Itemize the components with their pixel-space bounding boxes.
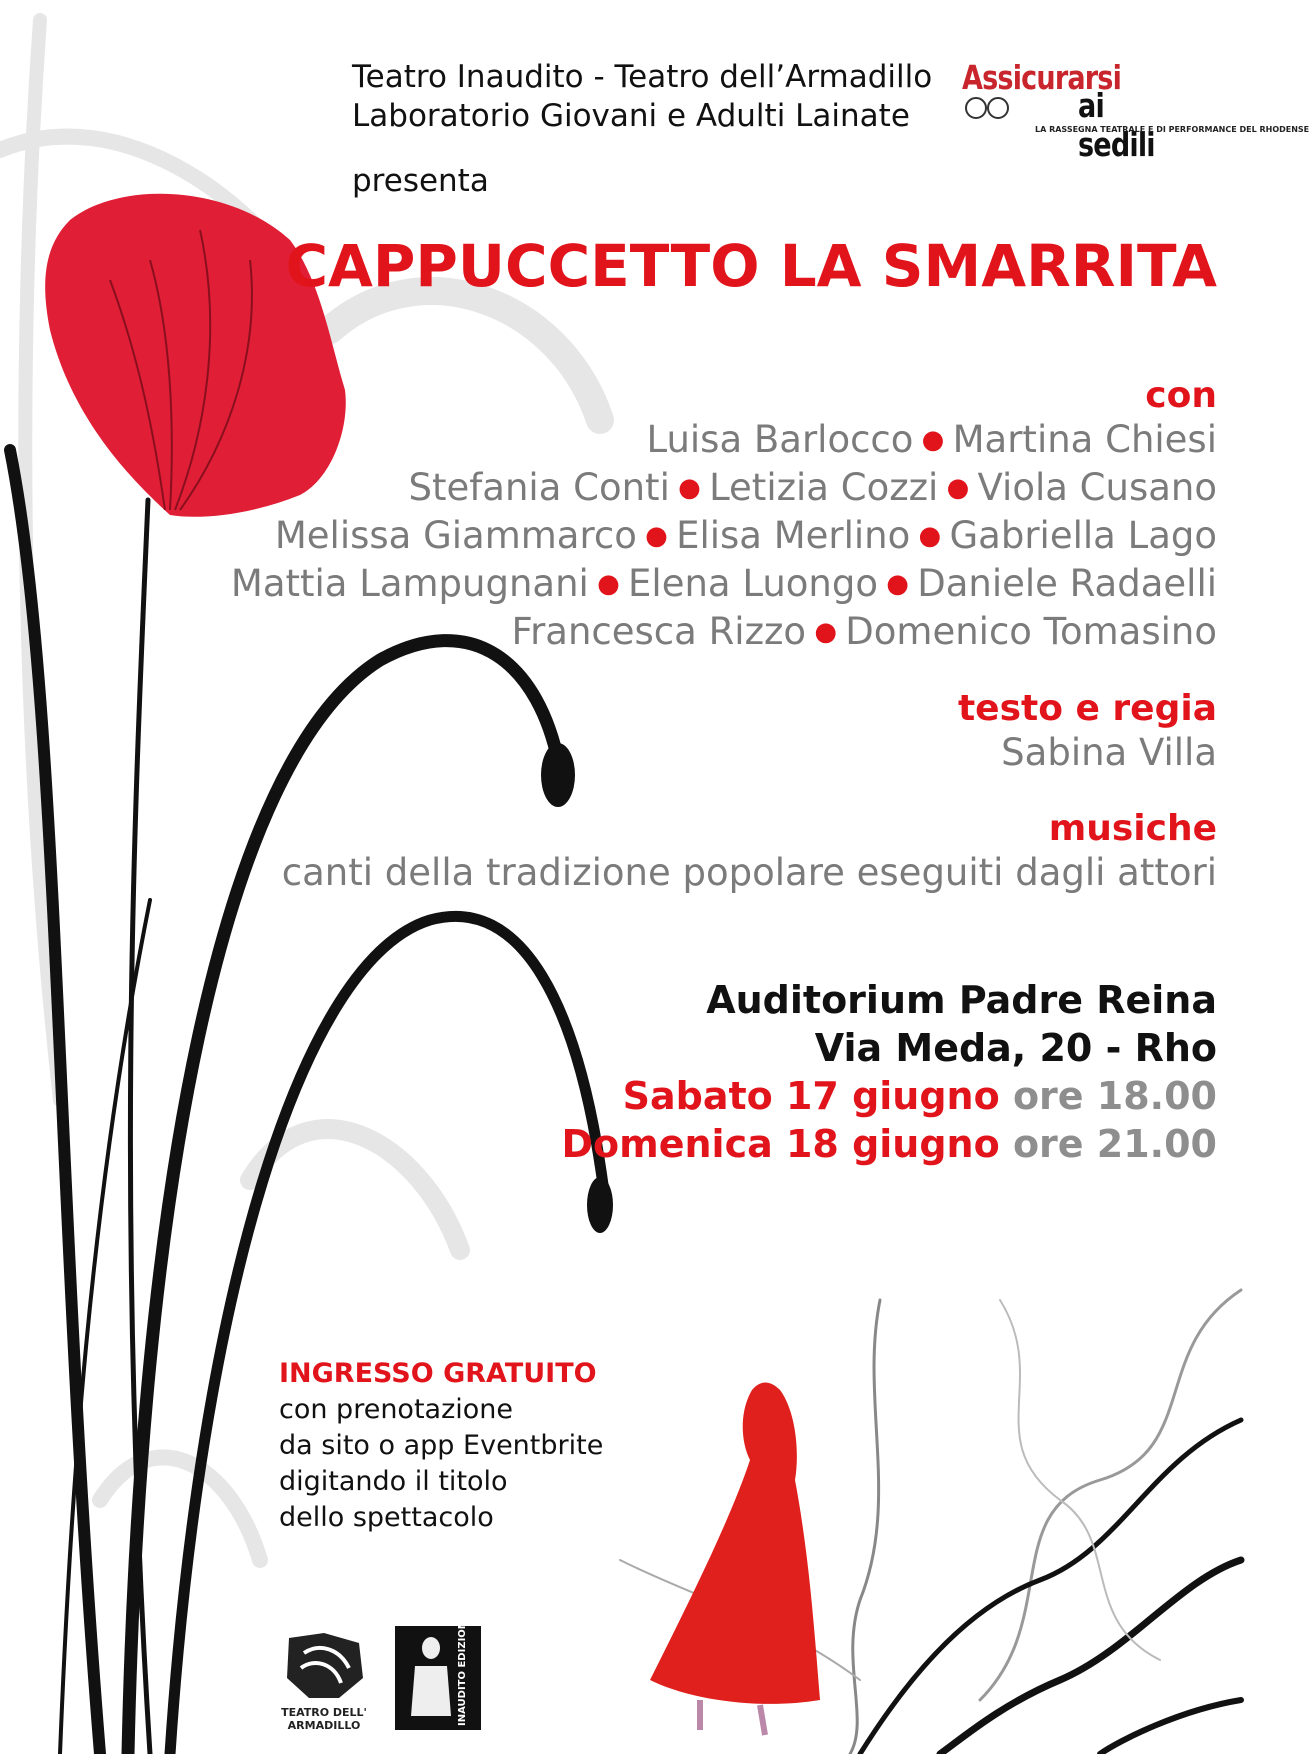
logo-word-1: Assicurarsi [962, 58, 1122, 97]
cast-list [231, 416, 1217, 656]
cast-row [231, 416, 1217, 464]
cast-member: Viola Cusano [977, 466, 1217, 509]
music-label: musiche [1048, 808, 1217, 849]
bullet-separator-icon: ● [806, 617, 846, 647]
venue-name: Auditorium Padre Reina [706, 978, 1217, 1022]
cast-row [231, 512, 1217, 560]
cast-member: Elena Luongo [628, 562, 878, 605]
inaudito-edizioni-logo [395, 1617, 481, 1730]
logo-tagline: LA RASSEGNA TEATRALE E DI PERFORMANCE DEL RHODENSE [1035, 125, 1309, 134]
teatro-armadillo-logo [279, 1628, 369, 1732]
bullet-separator-icon: ● [938, 473, 978, 503]
cast-member: Daniele Radaelli [917, 562, 1217, 605]
music-section [282, 808, 1217, 897]
cast-member: Gabriella Lago [949, 514, 1217, 557]
director-name: Sabina Villa [1001, 731, 1217, 774]
cast-member: Luisa Barlocco [646, 418, 914, 461]
entry-info [279, 1356, 603, 1536]
inaudito-logo-text: INAUDITO EDIZIONI [457, 1617, 468, 1726]
music-description: canti della tradizione popolare eseguiti dagli attori [281, 851, 1217, 894]
date-row [561, 1120, 1217, 1168]
cast-member: Martina Chiesi [952, 418, 1217, 461]
armadillo-logo-line: ARMADILLO [287, 1719, 361, 1732]
cast-member: Melissa Giammarco [274, 514, 637, 557]
bullet-separator-icon: ● [636, 521, 677, 551]
producer-line-2: Laboratorio Giovani e Adulti Lainate [352, 98, 910, 134]
direction-label: testo e regia [957, 688, 1217, 729]
entry-line: con prenotazione [279, 1394, 513, 1425]
entry-line: digitando il titolo [279, 1466, 508, 1497]
cast-member: Stefania Conti [408, 466, 670, 509]
bullet-separator-icon: ● [669, 473, 710, 503]
venue-dates-section [561, 976, 1217, 1168]
cast-member: Domenico Tomasino [845, 610, 1217, 653]
bullet-separator-icon: ● [913, 425, 953, 455]
theatre-masks-icon [960, 94, 1020, 122]
producer-line-1: Teatro Inaudito - Teatro dell’Armadillo [352, 59, 933, 95]
cast-row [231, 464, 1217, 512]
cast-member: Letizia Cozzi [709, 466, 939, 509]
bud-2 [587, 1177, 613, 1233]
cast-row [231, 560, 1217, 608]
presents-label: presenta [352, 163, 489, 199]
assicurarsi-ai-sedili-logo [960, 58, 1309, 164]
cast-member: Francesca Rizzo [511, 610, 807, 653]
bud-1 [541, 743, 575, 807]
date-row [561, 1072, 1217, 1120]
logo-word-2: ai sedili [1078, 86, 1155, 164]
cast-label: con [1145, 375, 1217, 416]
bullet-separator-icon: ● [910, 521, 950, 551]
entry-heading: INGRESSO GRATUITO [279, 1358, 597, 1389]
bullet-separator-icon: ● [588, 569, 629, 599]
cast-member: Mattia Lampugnani [230, 562, 589, 605]
venue-address: Via Meda, 20 - Rho [814, 1026, 1217, 1070]
armadillo-icon [279, 1628, 369, 1702]
date-day: Domenica 18 giugno [561, 1122, 1000, 1166]
cast-member: Elisa Merlino [676, 514, 911, 557]
direction-section [958, 688, 1217, 777]
entry-line: dello spettacolo [279, 1502, 494, 1533]
entry-line: da sito o app Eventbrite [279, 1430, 604, 1461]
cast-section [231, 375, 1217, 656]
girl-red-cloak [650, 1383, 820, 1736]
bullet-separator-icon: ● [877, 569, 918, 599]
show-title: CAPPUCCETTO LA SMARRITA [285, 232, 1217, 300]
date-time: ore 18.00 [1012, 1074, 1217, 1118]
producer-block [352, 58, 932, 136]
date-day: Sabato 17 giugno [622, 1074, 1000, 1118]
date-time: ore 21.00 [1012, 1122, 1217, 1166]
cast-row [231, 608, 1217, 656]
armadillo-logo-line: TEATRO DELL' [281, 1706, 367, 1719]
